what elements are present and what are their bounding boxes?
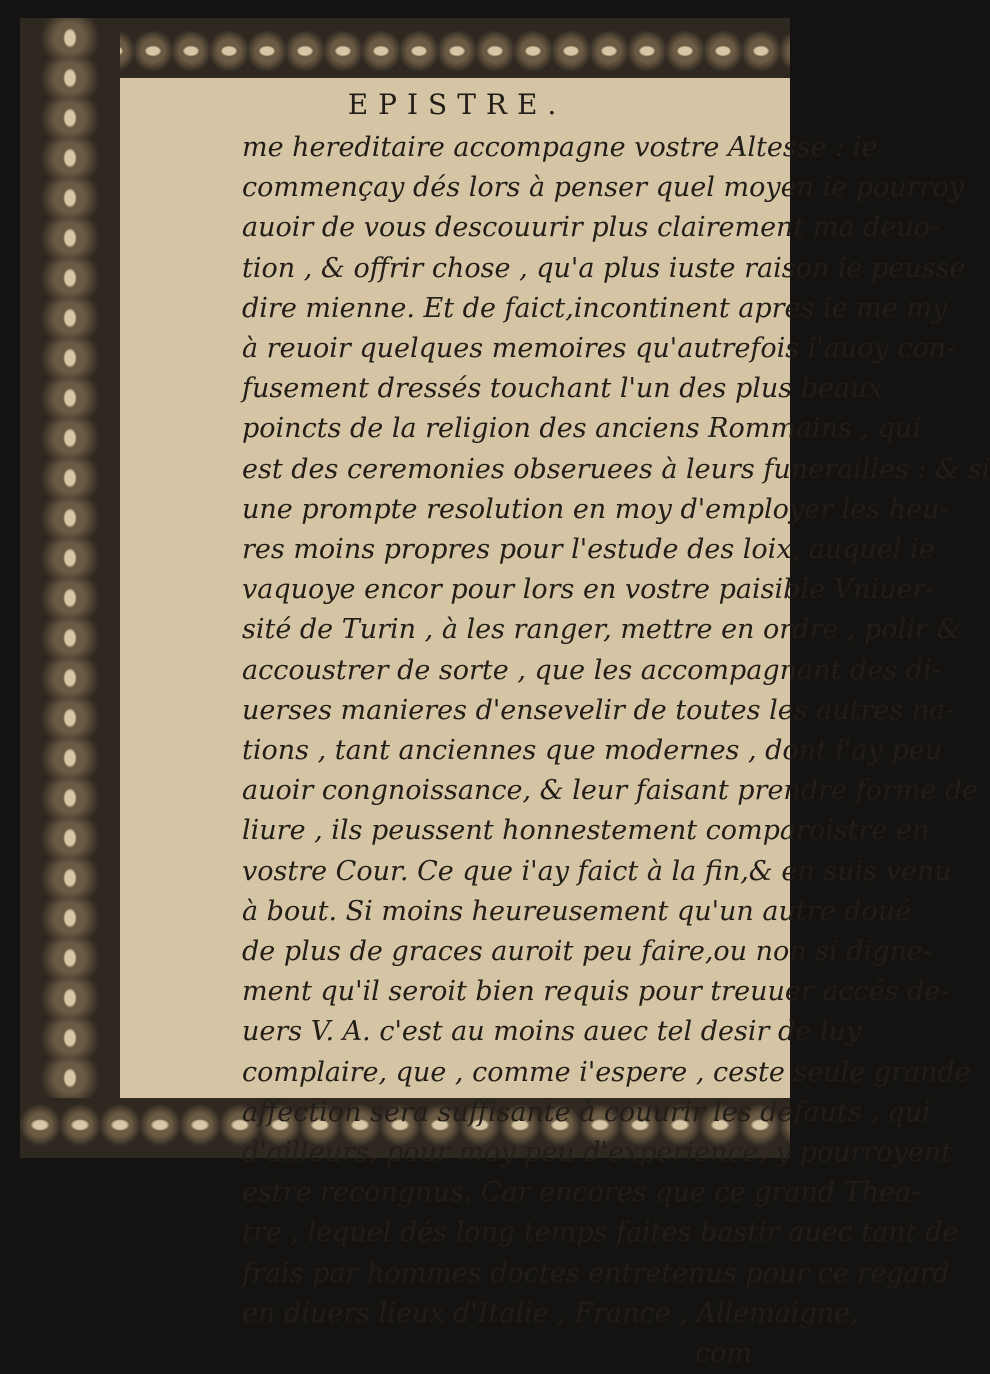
text-line: commençay dés lors à penser quel moyen ie pourroy: [242, 172, 964, 204]
text-line: tion , & offrir chose , qu'a plus iuste raison ie peusse: [242, 252, 966, 284]
text-line: à bout. Si moins heureusement qu'un autre doué: [242, 895, 912, 927]
text-line: complaire, que , comme i'espere , ceste seule grande: [242, 1056, 971, 1088]
text-block: [242, 88, 990, 1370]
text-line: est des ceremonies obseruees à leurs funerailles : & si: [242, 453, 990, 485]
text-line: à reuoir quelques memoires qu'autrefois i'auoy con-: [242, 333, 956, 365]
text-line: dire mienne. Et de faict,incontinent apres ie me my: [242, 292, 948, 324]
text-line: frais par hommes doctes entretenus pour ce regard: [242, 1257, 950, 1289]
text-line: accoustrer de sorte , que les accompagnant des di-: [242, 654, 941, 686]
text-line: me hereditaire accompagne vostre Altesse : ie: [242, 132, 878, 163]
text-line: liure , ils peussent honnestement comparoistre en: [242, 815, 930, 847]
book-page: [20, 18, 990, 1370]
text-line: en diuers lieux d'Italie , France , Allemaigne,: [242, 1297, 859, 1329]
ornamental-border-left: [20, 18, 120, 1158]
catchword: com: [695, 1338, 752, 1370]
text-line: vostre Cour. Ce que i'ay faict à la fin,& en suis venu: [242, 855, 952, 887]
text-line: uers V. A. c'est au moins auec tel desir de luy: [242, 1016, 862, 1048]
text-line: auoir de vous descouurir plus clairement ma deuo-: [242, 212, 940, 244]
text-line: d'ailleurs, pour moy peu d'experience, y pourroyent: [242, 1137, 953, 1169]
text-line: estre recongnus. Car encores que ce grand Thea-: [242, 1177, 921, 1209]
text-line: res moins propres pour l'estude des loix, auquel ie: [242, 534, 935, 566]
text-line: fusement dressés touchant l'un des plus beaux: [242, 373, 883, 405]
text-line: vaquoye encor pour lors en vostre paisible Vniuer-: [242, 574, 935, 606]
text-line: poincts de la religion des anciens Rommains , qui: [242, 413, 922, 445]
text-line: uerses manieres d'ensevelir de toutes les autres na-: [242, 694, 955, 726]
text-line: de plus de graces auroit peu faire,ou non si digne-: [242, 936, 933, 968]
text-line: sité de Turin , à les ranger, mettre en ordre , polir &: [242, 614, 961, 646]
running-head: EPISTRE.: [347, 88, 567, 121]
text-line: tions , tant anciennes que modernes , dont i'ay peu: [242, 735, 943, 767]
text-line: une prompte resolution en moy d'employer les heu-: [242, 493, 949, 525]
text-line: ment qu'il seroit bien requis pour treuuer accés de-: [242, 976, 950, 1008]
text-line: affection sera suffisante à couurir les defauts , qui: [242, 1096, 931, 1128]
ornamental-border-top: [20, 18, 790, 78]
text-line: tre , lequel dés long temps faites bastir auec tant de: [242, 1217, 959, 1249]
text-line: auoir congnoissance, & leur faisant prendre forme de: [242, 775, 979, 807]
